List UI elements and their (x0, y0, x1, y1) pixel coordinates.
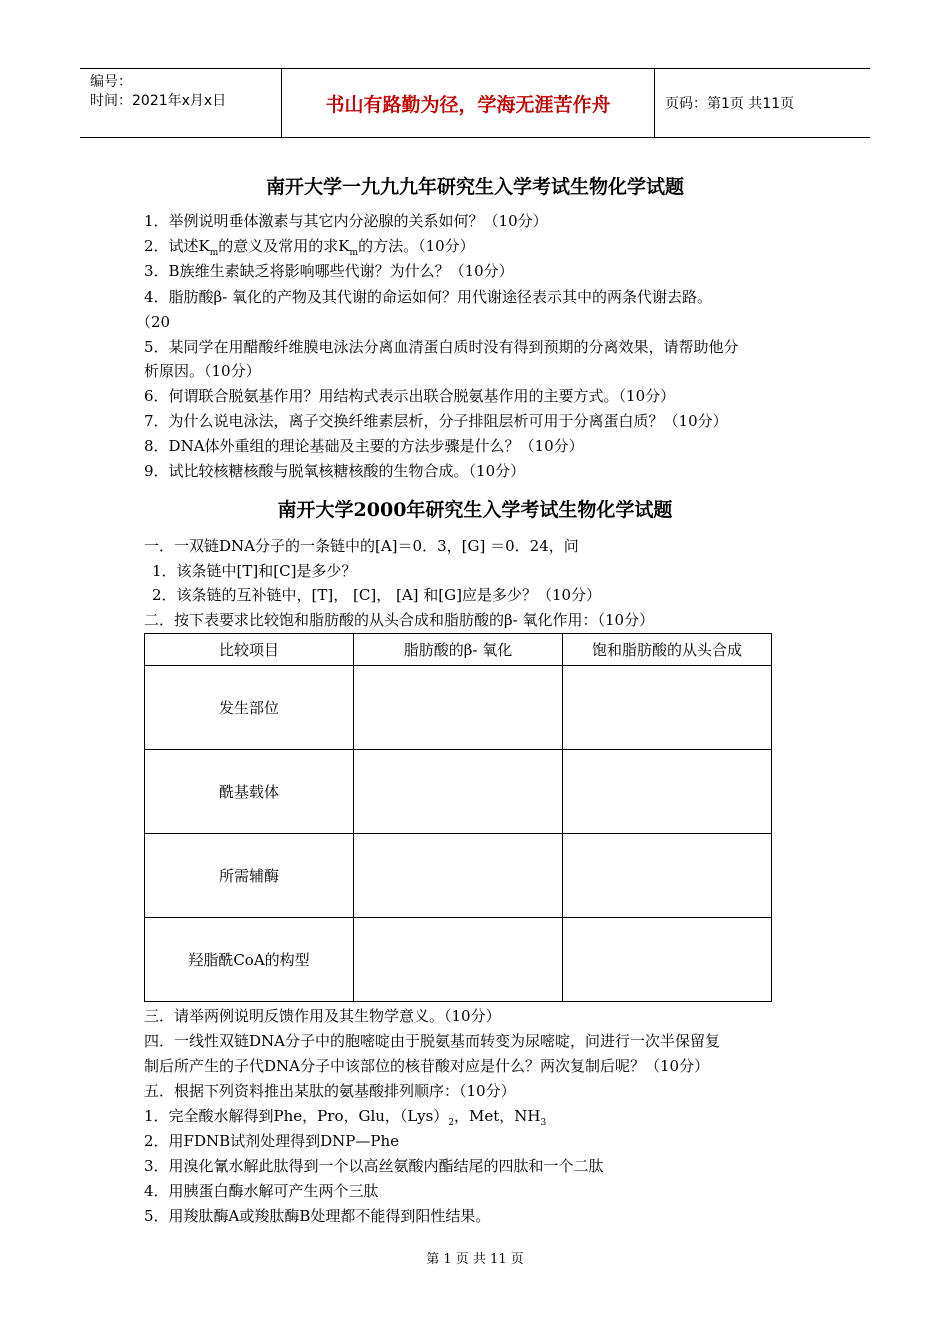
table-row-label: 发生部位 (145, 666, 354, 750)
table-cell-empty (354, 750, 563, 834)
s2-question-2-intro: 二．按下表要求比较饱和脂肪酸的从头合成和脂肪酸的β- 氧化作用：（10分） (144, 611, 655, 629)
table-cell-empty (563, 918, 772, 1002)
table-header-cell: 比较项目 (145, 634, 354, 666)
number-label: 编号： (90, 74, 132, 90)
s1-question-9: 9．试比较核糖核酸与脱氧核糖核酸的生物合成。（10分） (144, 462, 526, 480)
s2-question-1-sub2: 2．该条链的互补链中，[T]， [C]， [A] 和[G]应是多少？（10分） (152, 586, 602, 604)
table-cell-empty (354, 834, 563, 918)
s2-question-5-intro: 五．根据下列资料推出某肽的氨基酸排列顺序：（10分） (144, 1082, 516, 1100)
header-motto: 书山有路勤为径，学海无涯苦作舟 (282, 69, 655, 137)
s2-question-5-item-4: 4．用胰蛋白酶水解可产生两个三肽 (144, 1182, 379, 1200)
q5-item1-text-b: ，Met，NH (454, 1107, 541, 1125)
s1-question-2 (144, 235, 475, 258)
section2-title: 南开大学2000年研究生入学考试生物化学试题 (277, 499, 673, 521)
s2-question-1-sub1: 1．该条链中[T]和[C]是多少？ (152, 562, 357, 580)
table-cell-empty (563, 750, 772, 834)
table-row-label: 所需辅酶 (145, 834, 354, 918)
table-row-label: 羟脂酰CoA的构型 (145, 918, 354, 1002)
table-row (145, 918, 772, 1002)
table-header-row (145, 634, 772, 666)
table-row-label: 酰基载体 (145, 750, 354, 834)
q2-text-b: 的意义及常用的求K (218, 237, 350, 255)
q5-item1-text-a: 1．完全酸水解得到Phe，Pro，Glu，（Lys） (144, 1107, 449, 1125)
s1-question-6: 6．何谓联合脱氨基作用？用结构式表示出联合脱氨基作用的主要方式。（10分） (144, 387, 676, 405)
s1-question-8: 8．DNA体外重组的理论基础及主要的方法步骤是什么？（10分） (144, 437, 584, 455)
s1-question-5-line2: 析原因。（10分） (144, 362, 261, 380)
s2-question-3: 三．请举两例说明反馈作用及其生物学意义。（10分） (144, 1007, 501, 1025)
table-row (145, 666, 772, 750)
comparison-table (144, 633, 772, 1002)
s2-question-1-intro: 一．一双链DNA分子的一条链中的[A]＝0．3，[G] ＝0．24，问 (144, 537, 579, 555)
page-footer: 第 1 页 共 11 页 (426, 1252, 524, 1267)
table-row (145, 750, 772, 834)
table-cell-empty (354, 918, 563, 1002)
document-header (80, 68, 870, 138)
s2-question-5-item-2: 2．用FDNB试剂处理得到DNP—Phe (144, 1132, 400, 1150)
q5-item1-subscript-2: 3 (540, 1118, 547, 1128)
table-header-cell: 饱和脂肪酸的从头合成 (563, 634, 772, 666)
s2-question-5-item-1 (144, 1105, 546, 1128)
s2-question-5-item-3: 3．用溴化氰水解此肽得到一个以高丝氨酸内酯结尾的四肽和一个二肽 (144, 1157, 604, 1175)
table-header-cell: 脂肪酸的β- 氧化 (354, 634, 563, 666)
s1-question-4-line1: 4．脂肪酸β- 氧化的产物及其代谢的命运如何？用代谢途径表示其中的两条代谢去路。 (144, 288, 713, 306)
q2-text-c: 的方法。（10分） (358, 237, 475, 255)
s2-question-4-line2: 制后所产生的子代DNA分子中该部位的核苷酸对应是什么？两次复制后呢？（10分） (144, 1057, 710, 1075)
s1-question-3: 3．B族维生素缺乏将影响哪些代谢？为什么？（10分） (144, 262, 514, 280)
q2-text-a: 2．试述K (144, 237, 210, 255)
q2-subscript-2: m (349, 248, 359, 258)
header-meta (80, 69, 282, 137)
s2-question-4-line1: 四．一线性双链DNA分子中的胞嘧啶由于脱氨基而转变为尿嘧啶，问进行一次半保留复 (144, 1032, 720, 1050)
s1-question-1: 1．举例说明垂体激素与其它内分泌腺的关系如何？（10分） (144, 212, 548, 230)
header-page-label: 页码：第1页 共11页 (665, 96, 795, 112)
s2-question-5-item-5: 5．用羧肽酶A或羧肽酶B处理都不能得到阳性结果。 (144, 1207, 491, 1225)
table-cell-empty (563, 834, 772, 918)
time-label: 时间：2021年x月x日 (90, 93, 227, 109)
section1-title: 南开大学一九九九年研究生入学考试生物化学试题 (265, 176, 684, 198)
table-cell-empty (563, 666, 772, 750)
q5-item1-subscript: 2 (448, 1118, 455, 1128)
s1-question-5-line1: 5．某同学在用醋酸纤维膜电泳法分离血清蛋白质时没有得到预期的分离效果，请帮助他分 (144, 338, 739, 356)
table-cell-empty (354, 666, 563, 750)
q2-subscript-1: m (209, 248, 219, 258)
s1-question-4-line2: （20 (136, 313, 171, 331)
table-row (145, 834, 772, 918)
s1-question-7: 7．为什么说电泳法，离子交换纤维素层析，分子排阻层析可用于分离蛋白质？（10分） (144, 412, 728, 430)
